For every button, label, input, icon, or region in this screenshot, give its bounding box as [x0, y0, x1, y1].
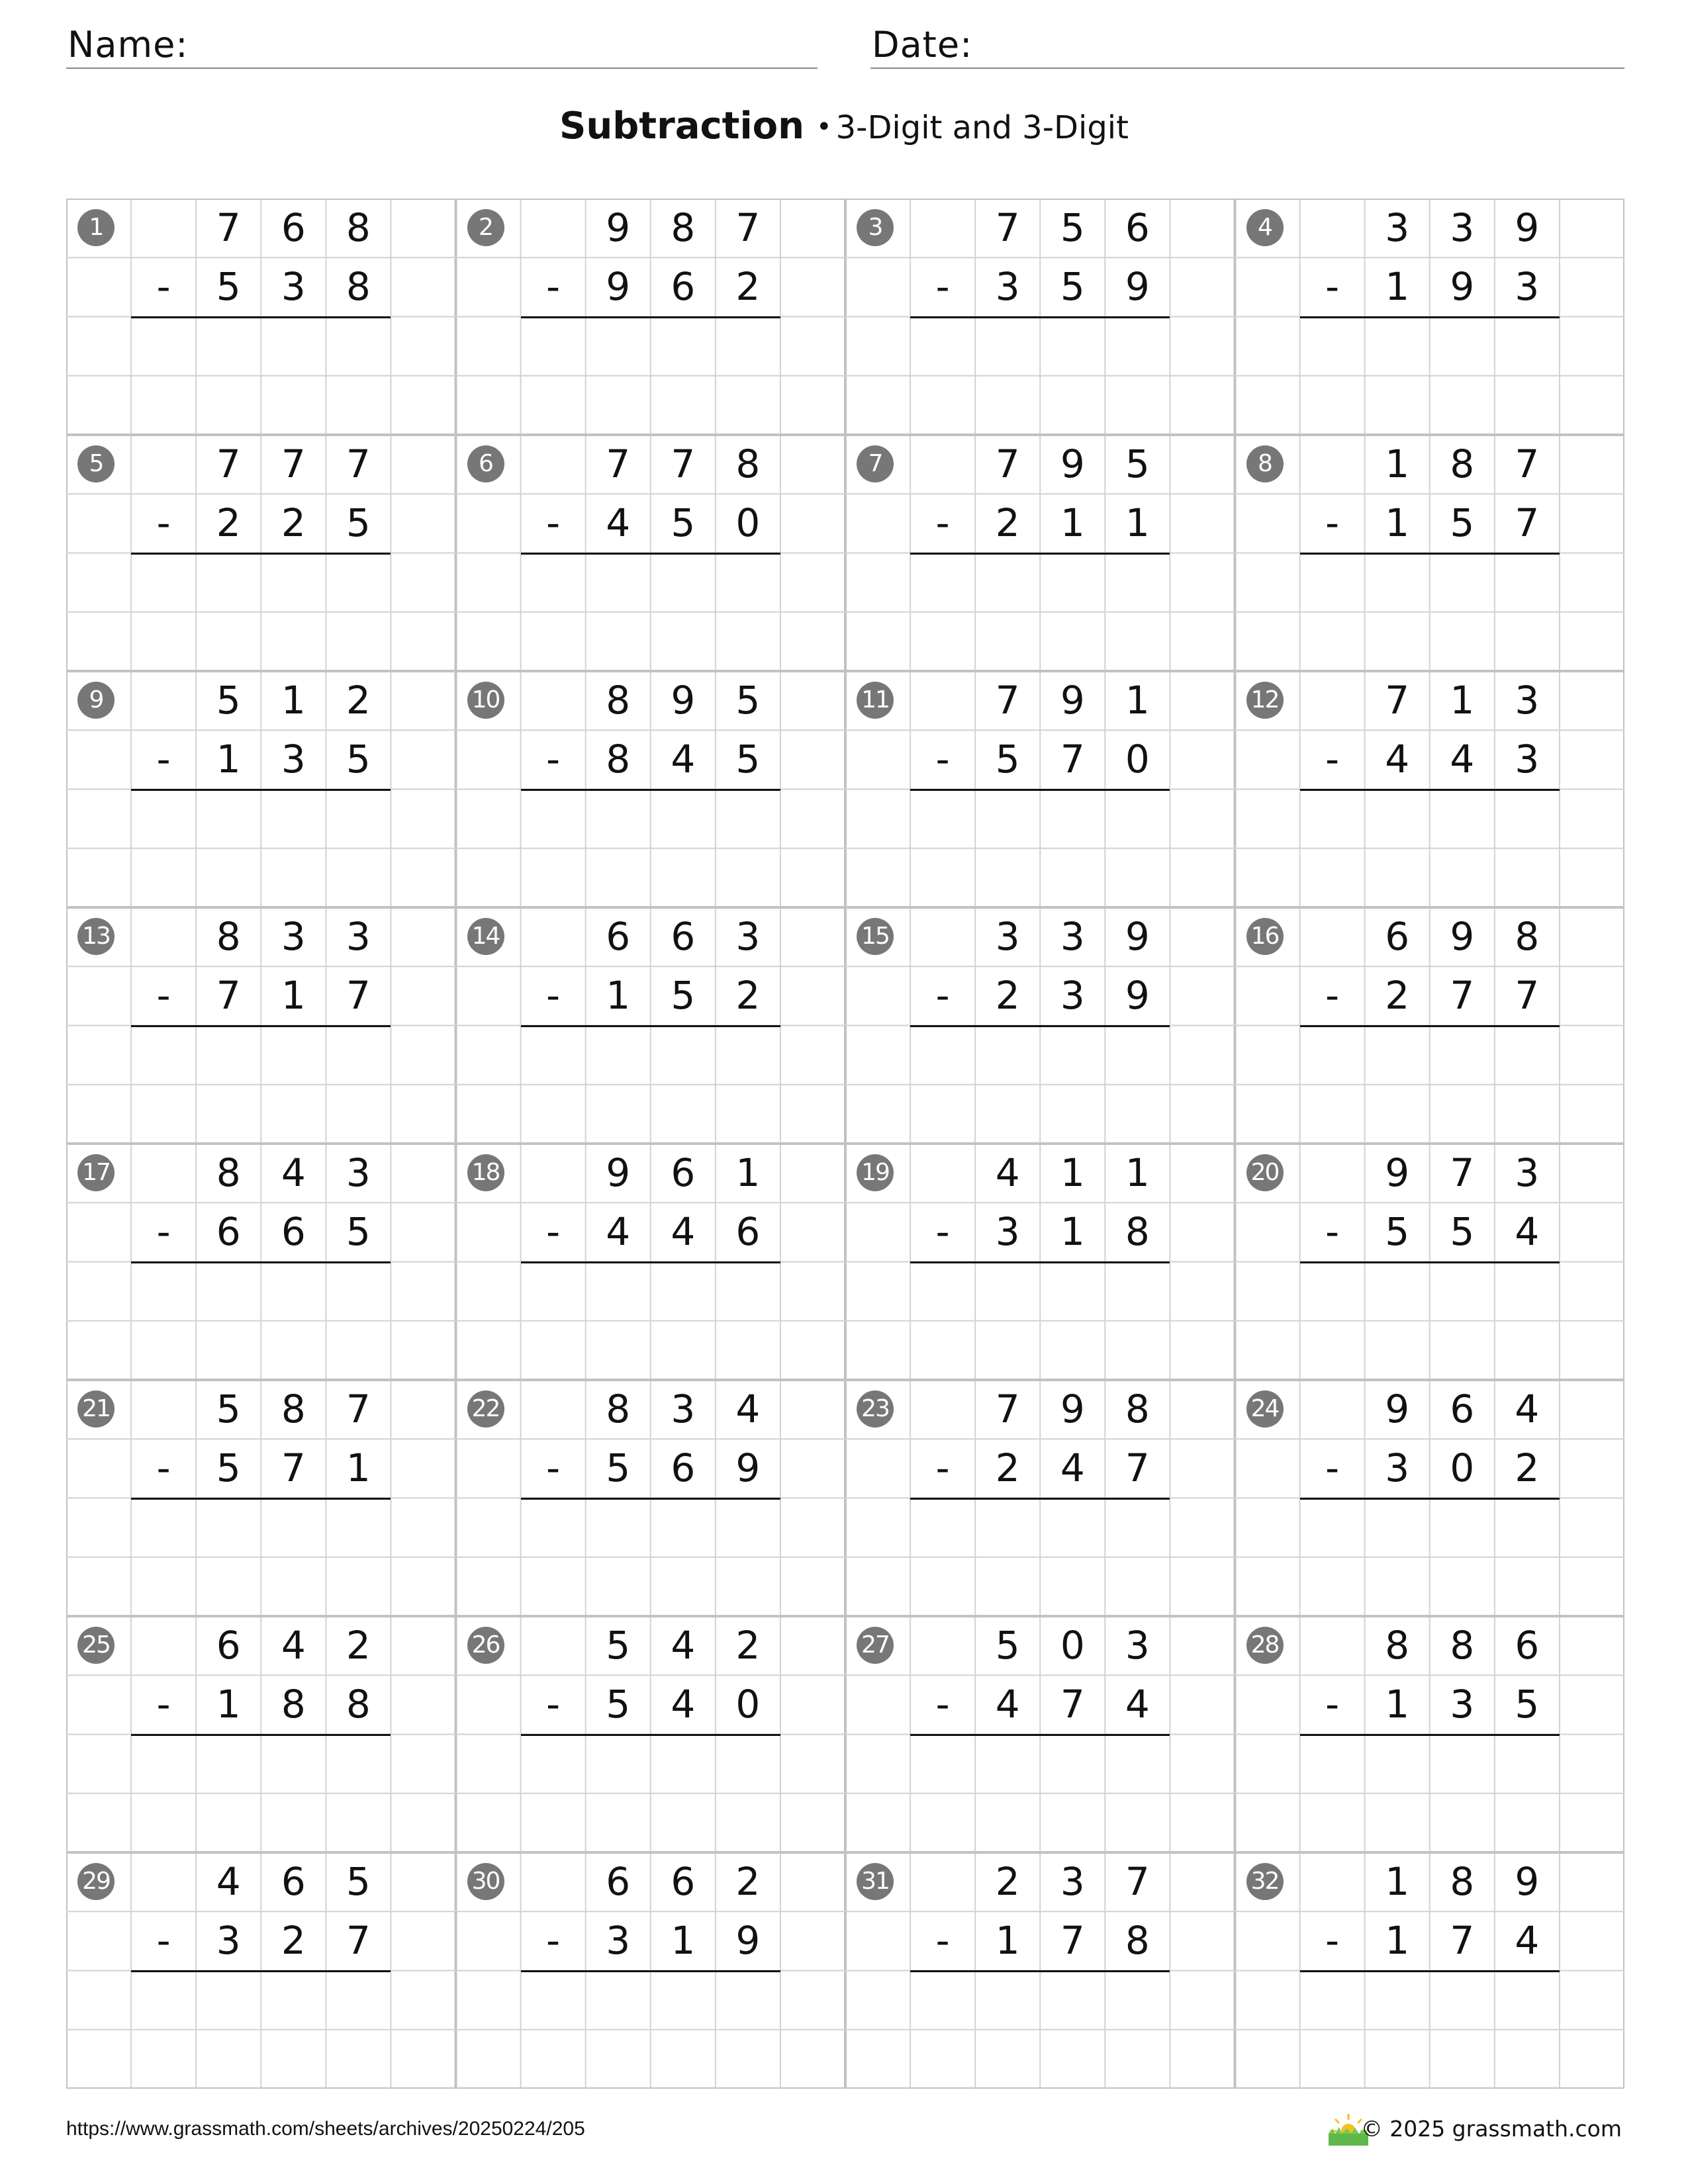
subtrahend-digit: 3 [1060, 973, 1085, 1019]
answer-area[interactable] [910, 791, 1170, 907]
answer-area[interactable] [1300, 1972, 1560, 2088]
subtrahend-digit: 4 [1125, 1682, 1150, 1727]
subtrahend-digit: 0 [735, 1682, 761, 1727]
name-field[interactable] [66, 20, 818, 69]
subtrahend-digit: 7 [1450, 973, 1475, 1019]
answer-area[interactable] [131, 1736, 391, 1852]
minuend-digit: 9 [606, 205, 631, 250]
minuend-digit: 7 [346, 441, 371, 486]
subtrahend-digit: 5 [1515, 1682, 1540, 1727]
problem-grid [66, 199, 1624, 2089]
problem-number-badge: 12 [1246, 682, 1284, 719]
minuend-digit: 6 [1515, 1623, 1540, 1668]
subtrahend-digit: 8 [1125, 1918, 1150, 1964]
subtrahend-digit: 2 [216, 500, 241, 546]
problem-number-badge: 29 [77, 1863, 115, 1900]
subtrahend-digit: 4 [606, 500, 631, 546]
subtrahend-digit: 1 [216, 1682, 241, 1727]
problem-number-badge: 27 [857, 1627, 894, 1664]
minuend-digit: 7 [995, 1387, 1020, 1432]
minus-sign: - [156, 1445, 171, 1491]
subtrahend-digit: 5 [346, 737, 371, 782]
minuend-digit: 1 [281, 678, 306, 723]
problem-number-badge: 21 [77, 1390, 115, 1428]
problem-number-badge: 11 [857, 682, 894, 719]
answer-area[interactable] [910, 1263, 1170, 1379]
minuend-digit: 9 [1385, 1150, 1410, 1195]
problem-number-badge: 19 [857, 1154, 894, 1191]
subtrahend-digit: 4 [1515, 1918, 1540, 1964]
name-label: Name: [68, 24, 189, 66]
answer-area[interactable] [521, 1736, 780, 1852]
subtrahend-digit: 2 [995, 973, 1020, 1019]
subtrahend-digit: 2 [1385, 973, 1410, 1019]
minuend-digit: 8 [281, 1387, 306, 1432]
problem-number-badge: 4 [1246, 209, 1284, 246]
answer-area[interactable] [1300, 1263, 1560, 1379]
minuend-digit: 8 [1450, 1859, 1475, 1904]
subtrahend-digit: 1 [281, 973, 306, 1019]
minuend-digit: 7 [995, 205, 1020, 250]
minus-sign: - [1325, 1918, 1340, 1964]
problem-number-badge: 16 [1246, 918, 1284, 955]
subtrahend-digit: 5 [606, 1682, 631, 1727]
subtrahend-digit: 7 [1515, 500, 1540, 546]
minuend-digit: 1 [1125, 1150, 1150, 1195]
subtrahend-digit: 2 [281, 500, 306, 546]
problem-number-badge: 31 [857, 1863, 894, 1900]
minuend-digit: 6 [281, 1859, 306, 1904]
minuend-digit: 6 [216, 1623, 241, 1668]
minuend-digit: 3 [346, 1150, 371, 1195]
minus-sign: - [546, 1209, 561, 1255]
subtrahend-digit: 0 [1125, 737, 1150, 782]
subtrahend-digit: 3 [1515, 737, 1540, 782]
minuend-digit: 3 [1060, 914, 1085, 959]
subtrahend-digit: 5 [606, 1445, 631, 1491]
minuend-digit: 3 [1515, 678, 1540, 723]
minuend-digit: 2 [735, 1859, 761, 1904]
problem-number-badge: 2 [467, 209, 504, 246]
problem-number-badge: 5 [77, 445, 115, 482]
problem-number-badge: 7 [857, 445, 894, 482]
subtrahend-digit: 4 [1515, 1209, 1540, 1255]
minus-sign: - [1325, 1682, 1340, 1727]
subtrahend-digit: 1 [216, 737, 241, 782]
subtrahend-digit: 6 [735, 1209, 761, 1255]
minuend-digit: 4 [735, 1387, 761, 1432]
title-bullet: • [816, 112, 832, 142]
subtrahend-digit: 1 [1385, 264, 1410, 310]
minuend-digit: 8 [606, 1387, 631, 1432]
subtrahend-digit: 9 [735, 1445, 761, 1491]
minuend-digit: 9 [1385, 1387, 1410, 1432]
answer-area[interactable] [131, 1972, 391, 2088]
subtrahend-digit: 1 [1385, 500, 1410, 546]
answer-area[interactable] [1300, 1500, 1560, 1615]
subtrahend-digit: 7 [281, 1445, 306, 1491]
minuend-digit: 8 [346, 205, 371, 250]
minuend-digit: 3 [281, 914, 306, 959]
subtrahend-digit: 0 [735, 500, 761, 546]
minuend-digit: 4 [281, 1150, 306, 1195]
subtrahend-digit: 8 [346, 264, 371, 310]
subtrahend-digit: 1 [1385, 1682, 1410, 1727]
problem-number-badge: 32 [1246, 1863, 1284, 1900]
answer-area[interactable] [131, 791, 391, 907]
answer-area[interactable] [910, 1027, 1170, 1143]
minus-sign: - [156, 1918, 171, 1964]
problem-number-badge: 3 [857, 209, 894, 246]
subtrahend-digit: 6 [671, 264, 696, 310]
answer-area[interactable] [910, 1500, 1170, 1615]
answer-area[interactable] [1300, 791, 1560, 907]
subtrahend-digit: 4 [995, 1682, 1020, 1727]
minuend-digit: 3 [1450, 205, 1475, 250]
minuend-digit: 7 [995, 678, 1020, 723]
subtrahend-digit: 7 [1515, 973, 1540, 1019]
subtrahend-digit: 3 [995, 264, 1020, 310]
minus-sign: - [156, 973, 171, 1019]
subtrahend-digit: 5 [216, 1445, 241, 1491]
minuend-digit: 6 [671, 1859, 696, 1904]
minus-sign: - [935, 973, 950, 1019]
subtrahend-digit: 3 [606, 1918, 631, 1964]
minuend-digit: 7 [1125, 1859, 1150, 1904]
minuend-digit: 6 [281, 205, 306, 250]
subtrahend-digit: 6 [216, 1209, 241, 1255]
subtrahend-digit: 7 [1060, 1682, 1085, 1727]
problem-number-badge: 8 [1246, 445, 1284, 482]
subtrahend-digit: 5 [1385, 1209, 1410, 1255]
subtrahend-digit: 2 [995, 1445, 1020, 1491]
answer-area[interactable] [521, 1972, 780, 2088]
subtrahend-digit: 7 [1060, 737, 1085, 782]
subtrahend-digit: 4 [1385, 737, 1410, 782]
minuend-digit: 9 [1125, 914, 1150, 959]
minuend-digit: 3 [671, 1387, 696, 1432]
subtrahend-digit: 3 [216, 1918, 241, 1964]
subtrahend-digit: 8 [1125, 1209, 1150, 1255]
minuend-digit: 9 [1515, 205, 1540, 250]
subtrahend-digit: 9 [1450, 264, 1475, 310]
minus-sign: - [1325, 973, 1340, 1019]
subtrahend-digit: 3 [1385, 1445, 1410, 1491]
minuend-digit: 7 [671, 441, 696, 486]
minuend-digit: 7 [216, 205, 241, 250]
minus-sign: - [935, 1918, 950, 1964]
answer-area[interactable] [910, 1972, 1170, 2088]
minus-sign: - [546, 737, 561, 782]
minuend-digit: 3 [346, 914, 371, 959]
subtrahend-digit: 6 [281, 1209, 306, 1255]
minuend-digit: 7 [606, 441, 631, 486]
minuend-digit: 9 [1060, 1387, 1085, 1432]
subtrahend-digit: 1 [346, 1445, 371, 1491]
minus-sign: - [156, 737, 171, 782]
answer-area[interactable] [131, 1027, 391, 1143]
minuend-digit: 4 [216, 1859, 241, 1904]
subtrahend-digit: 4 [671, 1209, 696, 1255]
problem-number-badge: 20 [1246, 1154, 1284, 1191]
subtrahend-digit: 3 [1450, 1682, 1475, 1727]
title-subtitle: 3-Digit and 3-Digit [835, 109, 1129, 146]
minus-sign: - [156, 500, 171, 546]
answer-area[interactable] [910, 555, 1170, 670]
subtrahend-digit: 1 [671, 1918, 696, 1964]
problem-number-badge: 26 [467, 1627, 504, 1664]
subtrahend-digit: 2 [735, 264, 761, 310]
subtrahend-digit: 5 [671, 973, 696, 1019]
date-field[interactable] [870, 20, 1624, 69]
subtrahend-digit: 1 [1125, 500, 1150, 546]
minuend-digit: 5 [216, 678, 241, 723]
problem-number-badge: 22 [467, 1390, 504, 1428]
minuend-digit: 7 [995, 441, 1020, 486]
problem-number-badge: 24 [1246, 1390, 1284, 1428]
date-label: Date: [872, 24, 973, 66]
minuend-digit: 8 [671, 205, 696, 250]
minus-sign: - [156, 1209, 171, 1255]
minuend-digit: 4 [281, 1623, 306, 1668]
minus-sign: - [1325, 264, 1340, 310]
answer-area[interactable] [521, 555, 780, 670]
answer-area[interactable] [131, 1263, 391, 1379]
subtrahend-digit: 2 [995, 500, 1020, 546]
minus-sign: - [935, 500, 950, 546]
subtrahend-digit: 2 [281, 1918, 306, 1964]
minuend-digit: 5 [1125, 441, 1150, 486]
minus-sign: - [935, 737, 950, 782]
answer-area[interactable] [521, 1263, 780, 1379]
minuend-digit: 9 [1515, 1859, 1540, 1904]
minuend-digit: 9 [1450, 914, 1475, 959]
subtrahend-digit: 3 [995, 1209, 1020, 1255]
minuend-digit: 1 [1385, 1859, 1410, 1904]
minuend-digit: 4 [995, 1150, 1020, 1195]
minuend-digit: 7 [216, 441, 241, 486]
minuend-digit: 7 [346, 1387, 371, 1432]
answer-area[interactable] [1300, 1027, 1560, 1143]
subtrahend-digit: 7 [1060, 1918, 1085, 1964]
minuend-digit: 8 [1515, 914, 1540, 959]
minuend-digit: 7 [735, 205, 761, 250]
minuend-digit: 3 [1385, 205, 1410, 250]
problem-number-badge: 6 [467, 445, 504, 482]
minuend-digit: 7 [1515, 441, 1540, 486]
minus-sign: - [546, 264, 561, 310]
subtrahend-digit: 2 [1515, 1445, 1540, 1491]
subtrahend-digit: 5 [346, 500, 371, 546]
problem-number-badge: 30 [467, 1863, 504, 1900]
subtrahend-digit: 8 [281, 1682, 306, 1727]
minuend-digit: 9 [1060, 441, 1085, 486]
minus-sign: - [935, 1682, 950, 1727]
minuend-digit: 1 [1060, 1150, 1085, 1195]
worksheet-title [0, 105, 1688, 148]
subtrahend-digit: 4 [606, 1209, 631, 1255]
minus-sign: - [156, 264, 171, 310]
answer-area[interactable] [521, 318, 780, 434]
minuend-digit: 5 [216, 1387, 241, 1432]
subtrahend-digit: 5 [671, 500, 696, 546]
problem-number-badge: 18 [467, 1154, 504, 1191]
subtrahend-digit: 0 [1450, 1445, 1475, 1491]
subtrahend-digit: 8 [606, 737, 631, 782]
answer-area[interactable] [1300, 318, 1560, 434]
minuend-digit: 7 [1450, 1150, 1475, 1195]
minuend-digit: 3 [1515, 1150, 1540, 1195]
title-main: Subtraction [559, 105, 804, 148]
minuend-digit: 8 [735, 441, 761, 486]
subtrahend-digit: 5 [1450, 1209, 1475, 1255]
subtrahend-digit: 1 [606, 973, 631, 1019]
subtrahend-digit: 6 [671, 1445, 696, 1491]
answer-area[interactable] [521, 1027, 780, 1143]
subtrahend-digit: 2 [735, 973, 761, 1019]
minus-sign: - [935, 1445, 950, 1491]
problem-number-badge: 1 [77, 209, 115, 246]
minuend-digit: 8 [1385, 1623, 1410, 1668]
minuend-digit: 1 [1385, 441, 1410, 486]
minuend-digit: 6 [1125, 205, 1150, 250]
minuend-digit: 5 [735, 678, 761, 723]
subtrahend-digit: 7 [216, 973, 241, 1019]
minuend-digit: 9 [671, 678, 696, 723]
minuend-digit: 6 [671, 1150, 696, 1195]
subtrahend-digit: 8 [346, 1682, 371, 1727]
subtrahend-digit: 7 [1125, 1445, 1150, 1491]
minuend-digit: 5 [1060, 205, 1085, 250]
subtrahend-digit: 3 [1515, 264, 1540, 310]
footer-copyright: © 2025 grassmath.com [1360, 2116, 1622, 2142]
subtrahend-digit: 3 [281, 737, 306, 782]
subtrahend-digit: 4 [671, 737, 696, 782]
minuend-digit: 2 [346, 1623, 371, 1668]
problem-number-badge: 9 [77, 682, 115, 719]
subtrahend-digit: 1 [1385, 1918, 1410, 1964]
minuend-digit: 3 [1125, 1623, 1150, 1668]
minuend-digit: 1 [735, 1150, 761, 1195]
minuend-digit: 9 [1060, 678, 1085, 723]
minus-sign: - [935, 264, 950, 310]
minuend-digit: 5 [995, 1623, 1020, 1668]
problem-number-badge: 13 [77, 918, 115, 955]
subtrahend-digit: 9 [735, 1918, 761, 1964]
minus-sign: - [546, 500, 561, 546]
minuend-digit: 0 [1060, 1623, 1085, 1668]
minus-sign: - [1325, 500, 1340, 546]
subtrahend-digit: 3 [281, 264, 306, 310]
minus-sign: - [546, 1918, 561, 1964]
subtrahend-digit: 5 [995, 737, 1020, 782]
minuend-digit: 8 [1450, 1623, 1475, 1668]
problem-number-badge: 10 [467, 682, 504, 719]
subtrahend-digit: 7 [346, 1918, 371, 1964]
subtrahend-digit: 5 [1060, 264, 1085, 310]
minuend-digit: 6 [606, 914, 631, 959]
minuend-digit: 3 [735, 914, 761, 959]
minus-sign: - [935, 1209, 950, 1255]
minuend-digit: 1 [1450, 678, 1475, 723]
answer-area[interactable] [1300, 555, 1560, 670]
minus-sign: - [1325, 1209, 1340, 1255]
minuend-digit: 1 [1125, 678, 1150, 723]
problem-number-badge: 28 [1246, 1627, 1284, 1664]
minus-sign: - [546, 1445, 561, 1491]
subtrahend-digit: 1 [995, 1918, 1020, 1964]
minuend-digit: 3 [995, 914, 1020, 959]
problem-number-badge: 25 [77, 1627, 115, 1664]
problem-number-badge: 15 [857, 918, 894, 955]
problem-number-badge: 17 [77, 1154, 115, 1191]
subtrahend-digit: 5 [1450, 500, 1475, 546]
minuend-digit: 2 [346, 678, 371, 723]
subtrahend-digit: 9 [606, 264, 631, 310]
footer-url[interactable]: https://www.grassmath.com/sheets/archives/20250224/205 [66, 2118, 585, 2140]
subtrahend-digit: 7 [346, 973, 371, 1019]
minuend-digit: 2 [735, 1623, 761, 1668]
subtrahend-digit: 1 [1060, 1209, 1085, 1255]
subtrahend-digit: 9 [1125, 973, 1150, 1019]
minuend-digit: 5 [606, 1623, 631, 1668]
subtrahend-digit: 4 [1060, 1445, 1085, 1491]
subtrahend-digit: 5 [216, 264, 241, 310]
answer-area[interactable] [131, 318, 391, 434]
minuend-digit: 6 [606, 1859, 631, 1904]
subtrahend-digit: 9 [1125, 264, 1150, 310]
answer-area[interactable] [521, 791, 780, 907]
answer-area[interactable] [521, 1500, 780, 1615]
subtrahend-digit: 4 [1450, 737, 1475, 782]
minus-sign: - [1325, 737, 1340, 782]
minuend-digit: 9 [606, 1150, 631, 1195]
minus-sign: - [156, 1682, 171, 1727]
answer-area[interactable] [910, 318, 1170, 434]
minus-sign: - [546, 1682, 561, 1727]
minuend-digit: 6 [671, 914, 696, 959]
answer-area[interactable] [1300, 1736, 1560, 1852]
minuend-digit: 5 [346, 1859, 371, 1904]
minuend-digit: 7 [1385, 678, 1410, 723]
subtrahend-digit: 4 [671, 1682, 696, 1727]
minuend-digit: 6 [1450, 1387, 1475, 1432]
minuend-digit: 8 [216, 1150, 241, 1195]
subtrahend-digit: 1 [1060, 500, 1085, 546]
answer-area[interactable] [131, 1500, 391, 1615]
minuend-digit: 3 [1060, 1859, 1085, 1904]
subtrahend-digit: 5 [346, 1209, 371, 1255]
answer-area[interactable] [910, 1736, 1170, 1852]
minuend-digit: 8 [1125, 1387, 1150, 1432]
minuend-digit: 8 [1450, 441, 1475, 486]
minuend-digit: 4 [671, 1623, 696, 1668]
answer-area[interactable] [131, 555, 391, 670]
minuend-digit: 2 [995, 1859, 1020, 1904]
minuend-digit: 6 [1385, 914, 1410, 959]
subtrahend-digit: 7 [1450, 1918, 1475, 1964]
minuend-digit: 7 [281, 441, 306, 486]
problem-number-badge: 14 [467, 918, 504, 955]
minus-sign: - [546, 973, 561, 1019]
minuend-digit: 8 [606, 678, 631, 723]
minuend-digit: 4 [1515, 1387, 1540, 1432]
problem-number-badge: 23 [857, 1390, 894, 1428]
minus-sign: - [1325, 1445, 1340, 1491]
minuend-digit: 8 [216, 914, 241, 959]
subtrahend-digit: 5 [735, 737, 761, 782]
